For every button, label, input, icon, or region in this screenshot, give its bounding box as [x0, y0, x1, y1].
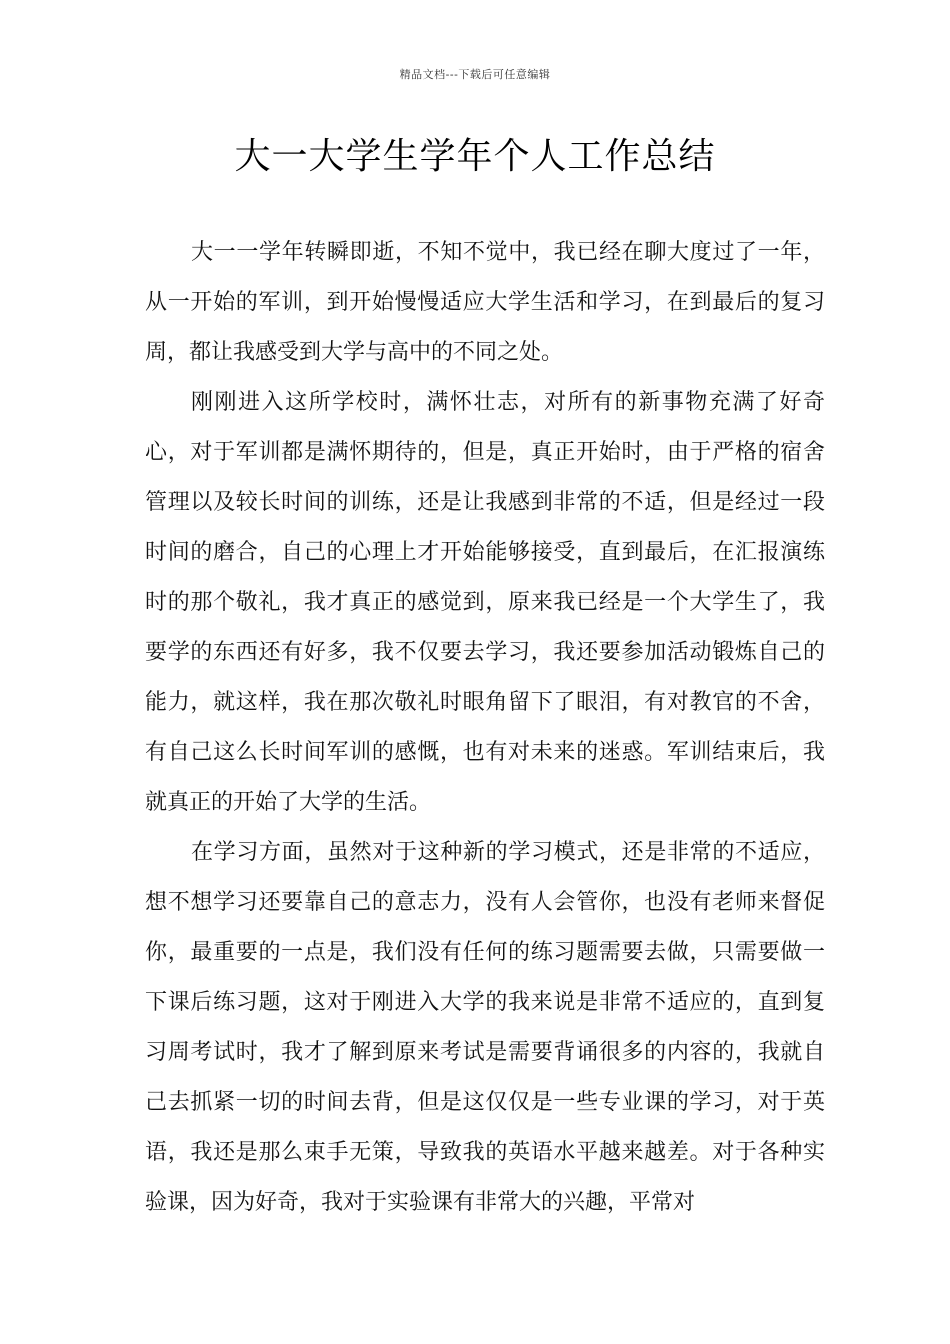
paragraph-1: 大一一学年转瞬即逝，不知不觉中，我已经在聊大度过了一年，从一开始的军训，到开始慢慢适应大学生活和学习，在到最后的复习周，都让我感受到大学与高中的不同之处。 [145, 240, 825, 365]
document-body [145, 228, 825, 1228]
document-title: 大一大学生学年个人工作总结 [234, 136, 716, 177]
paragraph-2: 刚刚进入这所学校时，满怀壮志，对所有的新事物充满了好奇心，对于军训都是满怀期待的，但是，真正开始时，由于严格的宿舍管理以及较长时间的训练，还是让我感到非常的不适，但是经过一段时间的磨合，自己的心理上才开始能够接受，直到最后，在汇报演练时的那个敬礼，我才真正的感觉到，原来我已经是一个大学生了，我要学的东西还有好多，我不仅要去学习，我还要参加活动锻炼自己的能力，就这样，我在那次敬礼时眼角留下了眼泪，有对教官的不舍，有自己这么长时间军训的感慨，也有对未来的迷惑。军训结束后，我就真正的开始了大学的生活。 [145, 390, 825, 815]
header-note: 精品文档---下载后可任意编辑 [399, 68, 551, 81]
paragraph-3: 在学习方面，虽然对于这种新的学习模式，还是非常的不适应，想不想学习还要靠自己的意志力，没有人会管你，也没有老师来督促你，最重要的一点是，我们没有任何的练习题需要去做，只需要做一下课后练习题，这对于刚进入大学的我来说是非常不适应的，直到复习周考试时，我才了解到原来考试是需要背诵很多的内容的，我就自己去抓紧一切的时间去背，但是这仅仅是一些专业课的学习，对于英语，我还是那么束手无策，导致我的英语水平越来越差。对于各种实验课，因为好奇，我对于实验课有非常大的兴趣，平常对 [145, 840, 825, 1215]
